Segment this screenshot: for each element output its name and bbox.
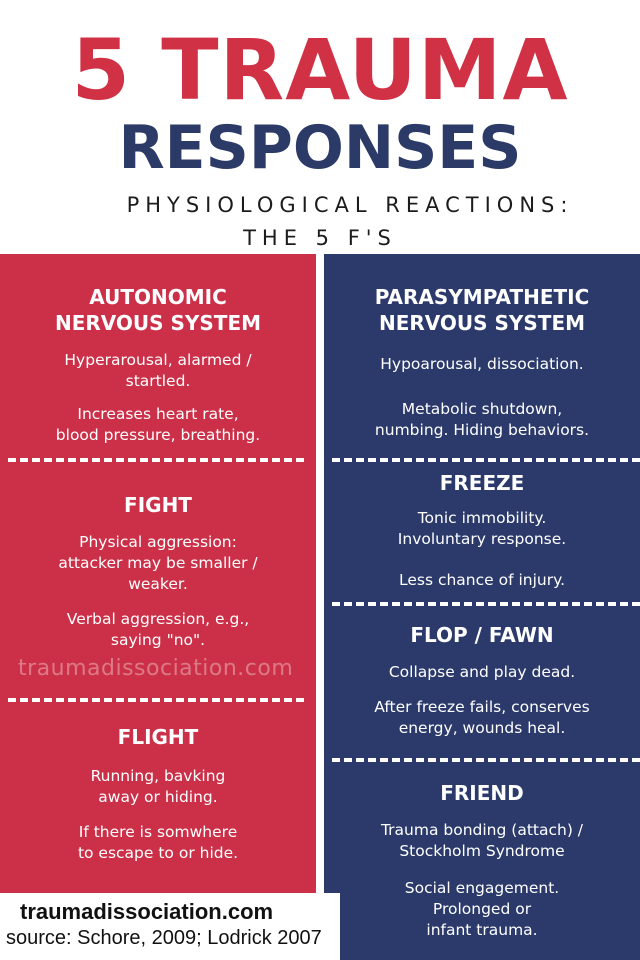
fight-text-2a: Verbal aggression, e.g., [66,610,250,628]
fight-text-1b: attacker may be smaller / [58,554,258,572]
flight-text-2b: to escape to or hide. [77,844,239,862]
flight-text-1b: away or hiding. [98,788,218,806]
parasympathetic-text-1a: Hypoarousal, dissociation. [380,355,584,373]
friend-section [324,780,640,941]
freeze-text-1b: Involuntary response. [397,530,567,548]
credit-site-link[interactable]: traumadissociation.com [20,899,274,924]
right-column [324,254,640,960]
subtitle-line-2: THE 5 F'S [243,226,397,250]
flight-section [0,724,316,864]
autonomic-heading-2: NERVOUS SYSTEM [54,311,262,335]
subtitle-line-1: PHYSIOLOGICAL REACTIONS: [126,193,574,217]
flop-heading: FLOP / FAWN [410,623,554,647]
fight-section [0,492,316,651]
friend-text-1b: Stockholm Syndrome [399,842,565,860]
autonomic-text-1b: startled. [125,372,191,390]
watermark: traumadissociation.com [18,656,294,681]
freeze-text-2a: Less chance of injury. [398,571,566,589]
title-line-1: 5 TRAUMA [71,21,569,119]
divider-dashed [8,458,304,462]
credit-box [0,893,340,960]
friend-heading: FRIEND [440,781,524,805]
fight-text-1a: Physical aggression: [79,533,237,551]
freeze-text-1a: Tonic immobility. [417,509,547,527]
parasympathetic-section [324,284,640,441]
flight-text-1a: Running, bavking [90,767,226,785]
fight-text-2b: saying "no". [110,631,206,649]
divider-dashed [8,698,304,702]
freeze-heading: FREEZE [439,471,525,495]
fight-text-1c: weaker. [128,575,188,593]
left-column [0,254,316,960]
freeze-section [324,470,640,591]
divider-dashed [332,458,640,462]
friend-text-2b: Prolonged or [432,900,532,918]
friend-text-2c: infant trauma. [426,921,538,939]
autonomic-section [0,284,316,446]
parasympathetic-text-2a: Metabolic shutdown, [401,400,563,418]
friend-text-1a: Trauma bonding (attach) / [380,821,584,839]
parasympathetic-text-2b: numbing. Hiding behaviors. [374,421,590,439]
autonomic-text-1a: Hyperarousal, alarmed / [64,351,252,369]
parasympathetic-heading-1: PARASYMPATHETIC [374,285,590,309]
autonomic-heading-1: AUTONOMIC [89,285,227,309]
friend-text-2a: Social engagement. [404,879,560,897]
flight-text-2a: If there is somwhere [78,823,238,841]
flop-section [324,622,640,739]
flop-text-1a: Collapse and play dead. [388,663,576,681]
autonomic-text-2a: Increases heart rate, [77,405,239,423]
autonomic-text-2b: blood pressure, breathing. [55,426,261,444]
title-line-2: RESPONSES [118,113,522,183]
flop-text-2a: After freeze fails, conserves [374,698,590,716]
flop-text-2b: energy, wounds heal. [398,719,566,737]
flight-heading: FLIGHT [117,725,199,749]
parasympathetic-heading-2: NERVOUS SYSTEM [378,311,586,335]
credit-source: source: Schore, 2009; Lodrick 2007 [6,927,322,949]
divider-dashed [332,758,640,762]
fight-heading: FIGHT [124,493,192,517]
divider-dashed [332,602,640,606]
